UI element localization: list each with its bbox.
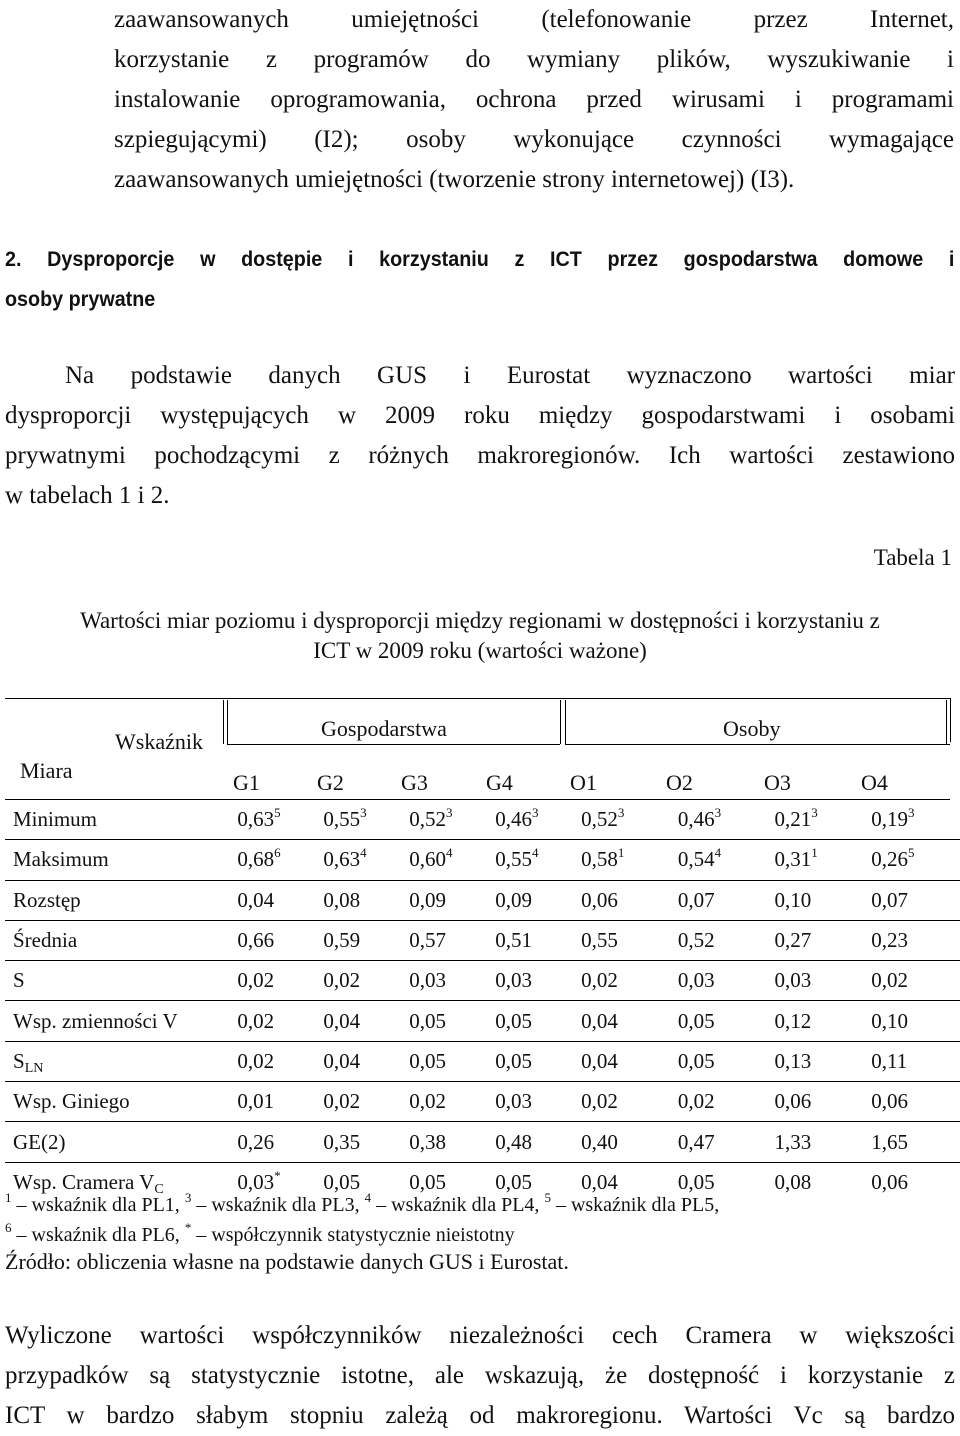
column-header: G3 [401,770,428,795]
cell-value: 0,04 [323,1048,361,1073]
cell-value: 0,02 [237,1008,275,1033]
cell-value: 0,08 [323,887,361,912]
footnote-line [5,1190,719,1220]
cell-footnote-mark: 4 [446,845,453,861]
cell-value: 0,55 [495,847,532,872]
cell-footnote-mark: 1 [617,845,625,861]
table-cell [401,840,487,880]
cell-value: 0,05 [323,1169,361,1194]
table-cell [863,961,960,1001]
table-cell [487,880,573,920]
cell-footnote-mark: 3 [811,805,818,821]
cell-value: 0,60 [409,847,447,872]
cell-value: 0,66 [237,928,275,953]
cell-footnote-mark: 3 [908,805,915,821]
cell-value: 0,06 [581,887,618,912]
table-cell [767,840,864,880]
cell-value: 0,55 [581,928,618,953]
cell-value: 0,05 [409,1169,447,1194]
table-cell [487,1082,573,1122]
table-row [5,800,960,840]
cell-value: 0,02 [237,1048,275,1073]
heading-line: osoby prywatne [5,288,156,311]
cell-value: 0,27 [774,928,812,953]
table-cell [767,961,864,1001]
cell-footnote-mark: 3 [531,805,539,821]
cell-value: 0,02 [677,1089,715,1114]
row-label-text: Minimum [13,807,98,832]
table-cell [229,880,315,920]
table-cell [670,1041,767,1081]
cell-footnote-mark: 3 [360,805,367,821]
cell-value: 0,68 [237,847,275,872]
text-line: ICT w bardzo słabym stopniu zależą od makroregionu. Wartości Vc są bardzo [5,1402,955,1429]
table-cell [767,880,864,920]
cell-value: 0,46 [677,807,715,832]
cell-value: 0,63 [237,807,275,832]
table-cell [670,1082,767,1122]
footnote-mark: 5 [544,1190,551,1205]
cell-value: 0,35 [323,1129,361,1154]
cell-value: 0,04 [237,887,275,912]
table-cell [767,1001,864,1041]
text-line: prywatnymi pochodzącymi z różnych makroregionów. Ich wartości zestawiono [5,442,955,469]
cell-value: 0,03 [774,968,812,993]
column-header: G1 [233,770,260,795]
text-line: zaawansowanych umiejętności (tworzenie strony internetowej) (I3). [114,166,795,193]
table-cell [863,1122,960,1162]
cell-value: 0,46 [495,807,532,832]
cell-value: 0,12 [774,1008,812,1033]
column-header: O3 [764,770,791,795]
row-label-text: Wsp. zmienności V [13,1008,178,1033]
cell-value: 0,57 [409,928,447,953]
footnote-mark: 1 [5,1190,12,1205]
cell-value: 1,33 [774,1129,812,1154]
table-cell [487,800,573,840]
table-cell [315,800,401,840]
cell-value: 0,63 [323,847,361,872]
caption-line: Wartości miar poziomu i dysproporcji między regionami w dostępności i korzystaniu z [80,608,880,633]
cell-footnote-mark: 4 [714,845,722,861]
table-cell [401,880,487,920]
cell-value: 0,04 [581,1169,618,1194]
table-row [5,961,960,1001]
cell-value: 0,48 [495,1129,532,1154]
table-row [5,840,960,880]
table-row [5,880,960,920]
table-cell [229,840,315,880]
cell-value: 0,59 [323,928,361,953]
row-label-subscript: C [154,1181,164,1197]
cell-footnote-mark: 4 [360,845,367,861]
table-cell [315,920,401,960]
table-cell [670,920,767,960]
cell-value: 0,54 [677,847,715,872]
cell-value: 0,10 [871,1008,909,1033]
table-cell [487,1122,573,1162]
rule [5,698,950,699]
footnote-mark: 4 [364,1190,372,1205]
table-cell [229,961,315,1001]
footnote-mark: * [184,1220,192,1235]
heading-line: 2. Dysproporcje w dostępie i korzystaniu z ICT przez gospodarstwa domowe i [5,248,955,271]
text-line: w tabelach 1 i 2. [5,482,170,509]
row-label-text: GE(2) [13,1129,66,1154]
cell-value: 0,05 [677,1048,715,1073]
text-line: instalowanie oprogramowania, ochrona przed wirusami i programami [114,86,954,113]
row-label [5,1122,229,1162]
row-label [5,880,229,920]
table-row [5,1001,960,1041]
table-cell [767,1122,864,1162]
body-paragraph [5,356,955,516]
table-cell [487,920,573,960]
rule [946,700,947,744]
cell-value: 0,47 [677,1129,715,1154]
cell-value: 0,26 [871,847,909,872]
cell-value: 0,13 [774,1048,812,1073]
cell-value: 0,05 [495,1169,532,1194]
table-cell [229,1041,315,1081]
table-cell [315,1122,401,1162]
cell-value: 0,02 [409,1089,447,1114]
cell-value: 0,02 [237,968,275,993]
row-label [5,961,229,1001]
table-cell [670,961,767,1001]
table-cell [401,961,487,1001]
section-heading [5,240,955,320]
table-number-label: Tabela 1 [873,545,952,570]
table-cell [401,1082,487,1122]
table-cell [863,800,960,840]
table-cell [767,800,864,840]
cell-value: 0,52 [409,807,447,832]
table-row [5,1122,960,1162]
footnote-mark: 3 [184,1190,192,1205]
cell-value: 0,09 [409,887,447,912]
cell-value: 0,09 [495,887,532,912]
table-cell [487,1041,573,1081]
table-cell [573,1122,670,1162]
cell-value: 0,52 [581,807,618,832]
cell-footnote-mark: 4 [531,845,539,861]
closing-paragraph [5,1316,955,1436]
table-cell [863,1082,960,1122]
table-cell [315,961,401,1001]
table-cell [315,840,401,880]
row-label-text: Średnia [13,928,78,953]
cell-value: 0,10 [774,887,812,912]
cell-value: 0,02 [871,968,909,993]
caption-line: ICT w 2009 roku (wartości ważone) [313,638,647,663]
table-cell [767,1041,864,1081]
table-cell [487,1001,573,1041]
cell-value: 0,05 [409,1008,447,1033]
rule [227,700,228,744]
footnote-text: – wskaźnik dla PL4, [371,1194,545,1216]
table-cell [573,800,670,840]
column-header: G2 [317,770,344,795]
text-line: Wyliczone wartości współczynników niezależności cech Cramera w większości [5,1322,955,1349]
cell-value: 0,03 [237,1169,275,1194]
cell-value: 0,06 [774,1089,812,1114]
rule [565,700,566,744]
cell-value: 0,40 [581,1129,618,1154]
cell-value: 0,01 [237,1089,275,1114]
table-cell [573,1001,670,1041]
column-header: O4 [861,770,888,795]
header-osoby: Osoby [723,716,781,741]
table-cell [315,1041,401,1081]
source-note: Źródło: obliczenia własne na podstawie danych GUS i Eurostat. [5,1249,569,1274]
cell-value: 0,26 [237,1129,275,1154]
row-label-text: Maksimum [13,847,109,872]
table-caption [5,606,955,666]
table-cell [229,1001,315,1041]
table-cell [767,1162,864,1202]
row-label-subscript: LN [24,1060,44,1076]
cell-value: 0,07 [871,887,909,912]
footnote-text: – wskaźnik dla PL6, [11,1224,185,1246]
cell-value: 0,06 [871,1089,909,1114]
table-cell [863,880,960,920]
row-label [5,1082,229,1122]
table-cell [573,961,670,1001]
table-cell [670,1122,767,1162]
cell-value: 0,02 [323,1089,361,1114]
cell-value: 0,05 [409,1048,447,1073]
cell-value: 0,03 [409,968,447,993]
cell-value: 0,08 [774,1169,812,1194]
rule [223,700,224,744]
row-label-text: Rozstęp [13,887,81,912]
row-label-text: S [13,1048,25,1073]
table-cell [863,1001,960,1041]
table-cell [401,1122,487,1162]
table-cell [863,840,960,880]
table-cell [767,1082,864,1122]
text-line: Na podstawie danych GUS i Eurostat wyznaczono wartości miar [65,362,955,389]
footnote-text: – wskaźnik dla PL5, [550,1194,720,1216]
cell-value: 0,03 [495,968,532,993]
cell-footnote-mark: 3 [446,805,453,821]
footnote-text: – współczynnik statystycznie nieistotny [191,1224,515,1246]
cell-value: 0,04 [323,1008,361,1033]
table-cell [670,840,767,880]
cell-value: 0,19 [871,807,909,832]
rule [950,698,951,742]
header-miara: Miara [20,758,73,783]
row-label [5,800,229,840]
table-cell [670,880,767,920]
cell-footnote-mark: 5 [908,845,915,861]
rule [560,700,561,744]
table-cell [863,920,960,960]
table-cell [573,840,670,880]
cell-value: 0,06 [871,1169,909,1194]
table-cell [670,800,767,840]
table-cell [315,1082,401,1122]
cell-value: 0,21 [774,807,812,832]
cell-value: 0,55 [323,807,361,832]
footnote-text: – wskaźnik dla PL1, [11,1194,185,1216]
cell-value: 0,02 [581,1089,618,1114]
row-label-text: Wsp. Cramera V [13,1169,155,1194]
table-cell [315,880,401,920]
table-cell [487,840,573,880]
table-row [5,1041,960,1081]
table-cell [863,1162,960,1202]
text-line: dysproporcji występujących w 2009 roku między gospodarstwami i osobami [5,402,955,429]
table-cell [229,800,315,840]
table-cell [573,920,670,960]
text-line: przypadków są statystycznie istotne, ale wskazują, że dostępność i korzystanie z [5,1362,955,1389]
row-label-text: Wsp. Giniego [13,1089,130,1114]
cell-value: 0,05 [495,1048,532,1073]
table-cell [401,1001,487,1041]
rule [227,744,560,745]
cell-value: 0,05 [677,1008,715,1033]
footnote-mark: 6 [5,1220,12,1235]
cell-value: 0,03 [495,1089,532,1114]
cell-value: 0,38 [409,1129,447,1154]
cell-footnote-mark: * [274,1167,281,1183]
cell-value: 0,03 [677,968,715,993]
column-header: G4 [486,770,513,795]
cell-value: 0,11 [871,1048,908,1073]
table-cell [863,1041,960,1081]
footnote-line [5,1220,719,1250]
text-line: szpiegującymi) (I2); osoby wykonujące czynności wymagające [114,126,954,153]
table-cell [229,1082,315,1122]
table-cell [767,920,864,960]
table-header [5,698,950,798]
cell-value: 0,05 [495,1008,532,1033]
cell-value: 0,51 [495,928,532,953]
cell-value: 1,65 [871,1129,909,1154]
text-line: zaawansowanych umiejętności (telefonowanie przez Internet, [114,6,954,33]
table-cell [315,1001,401,1041]
column-header: O2 [666,770,693,795]
header-gospodarstwa: Gospodarstwa [321,716,447,741]
cell-value: 0,23 [871,928,909,953]
table-row [5,1082,960,1122]
cell-footnote-mark: 5 [274,805,281,821]
row-label [5,840,229,880]
cell-value: 0,58 [581,847,618,872]
row-label-text: S [13,968,25,993]
footnote-text: – wskaźnik dla PL3, [191,1194,365,1216]
table-cell [670,1001,767,1041]
table-cell [401,1041,487,1081]
table-cell [229,1122,315,1162]
cell-value: 0,52 [677,928,715,953]
cell-footnote-mark: 1 [811,845,818,861]
table-cell [573,1041,670,1081]
cell-value: 0,31 [774,847,812,872]
cell-footnote-mark: 6 [274,845,281,861]
cell-value: 0,02 [323,968,361,993]
cell-footnote-mark: 3 [714,805,722,821]
column-header: O1 [570,770,597,795]
cell-value: 0,04 [581,1008,618,1033]
table-row [5,920,960,960]
table-cell [573,880,670,920]
cell-value: 0,04 [581,1048,618,1073]
table-cell [487,961,573,1001]
text-line: korzystanie z programów do wymiany plików, wyszukiwanie i [114,46,954,73]
table-cell [401,920,487,960]
intro-paragraph [114,0,954,200]
header-wskaznik: Wskaźnik [115,729,203,754]
table-footnotes [5,1190,719,1250]
rule [565,744,950,745]
table-cell [401,800,487,840]
cell-footnote-mark: 3 [617,805,625,821]
data-table [5,800,960,1202]
cell-value: 0,05 [677,1169,715,1194]
table-cell [573,1082,670,1122]
table-cell [229,920,315,960]
row-label [5,1041,229,1081]
row-label [5,1001,229,1041]
cell-value: 0,02 [581,968,618,993]
row-label [5,920,229,960]
cell-value: 0,07 [677,887,715,912]
